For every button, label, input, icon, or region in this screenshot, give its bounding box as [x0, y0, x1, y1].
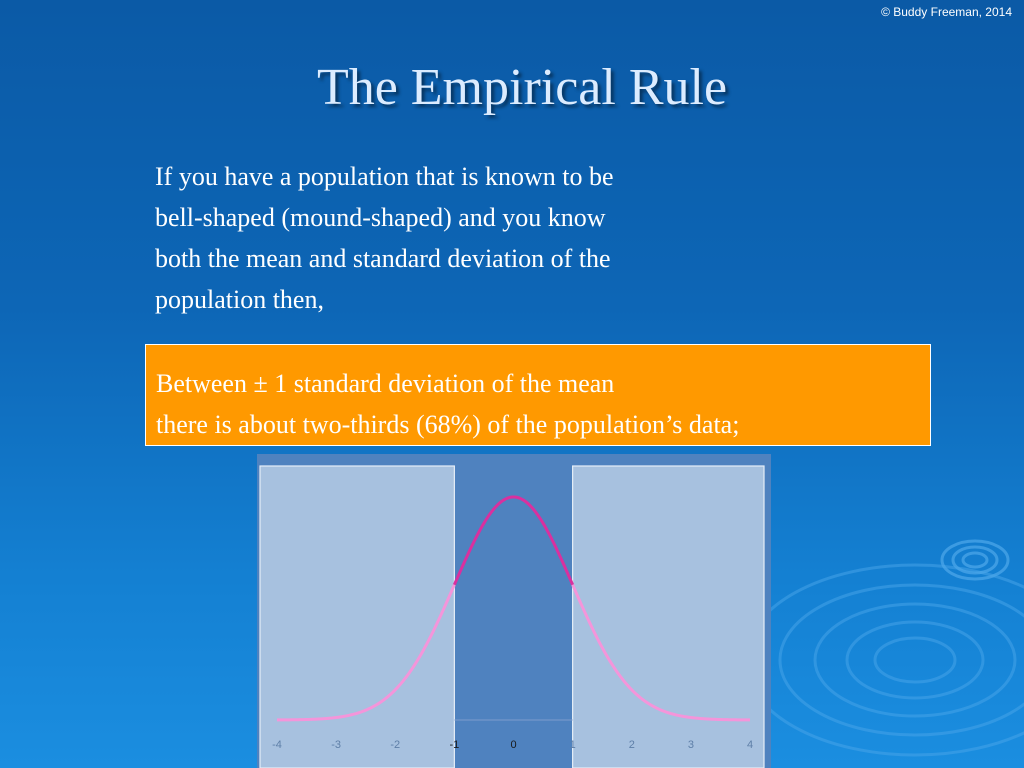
- x-tick-label: -3: [331, 739, 342, 751]
- x-tick-label: -2: [390, 739, 401, 751]
- x-tick-label: 2: [628, 739, 635, 751]
- normal-distribution-chart: [257, 454, 771, 768]
- callout-line: Between ± 1 standard deviation of the mean: [156, 369, 615, 398]
- intro-line: If you have a population that is known to be: [155, 162, 614, 191]
- callout-line: there is about two-thirds (68%) of the population’s data;: [156, 410, 740, 439]
- shaded-region-left: [260, 466, 454, 768]
- intro-line: bell-shaped (mound-shaped) and you know: [155, 203, 606, 232]
- shaded-region-right: [573, 466, 764, 768]
- intro-paragraph: [155, 156, 765, 320]
- copyright-text: © Buddy Freeman, 2014: [881, 5, 1012, 19]
- x-tick-label: 4: [746, 739, 754, 751]
- x-tick-label: 0: [510, 739, 517, 751]
- intro-line: population then,: [155, 285, 324, 314]
- slide-title: The Empirical Rule: [316, 59, 728, 116]
- empirical-rule-callout: [145, 344, 931, 446]
- intro-line: both the mean and standard deviation of the: [155, 244, 611, 273]
- x-tick-label: -4: [272, 739, 282, 751]
- x-tick-label: 3: [687, 739, 694, 751]
- x-tick-label: 1: [569, 739, 576, 751]
- x-tick-label: -1: [449, 739, 460, 751]
